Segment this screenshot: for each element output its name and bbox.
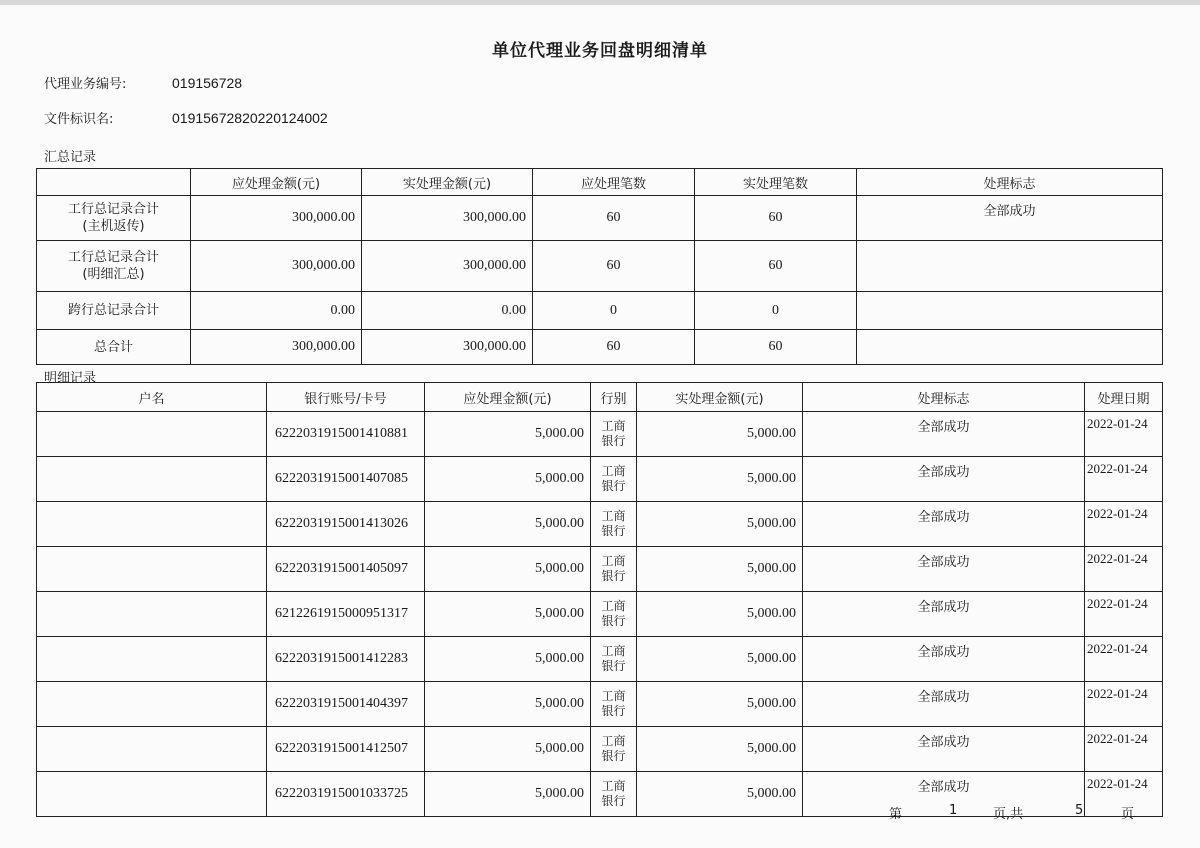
detail-row xyxy=(37,547,1163,592)
detail-bank xyxy=(591,682,637,727)
detail-date: 2022-01-24 xyxy=(1085,412,1163,457)
summary-due-amount: 300,000.00 xyxy=(191,330,362,365)
summary-row-label: 总合计 xyxy=(37,330,191,365)
summary-actual-count: 60 xyxy=(695,196,857,241)
detail-row xyxy=(37,637,1163,682)
summary-header-actual-count: 实处理笔数 xyxy=(695,169,857,196)
scan-edge xyxy=(0,0,1200,5)
summary-header-due-count: 应处理笔数 xyxy=(533,169,695,196)
detail-actual-amount: 5,000.00 xyxy=(637,412,803,457)
detail-header-name: 户名 xyxy=(37,383,267,412)
detail-bank-line2: 银行 xyxy=(601,614,626,628)
file-id-label: 文件标识名: xyxy=(44,112,114,127)
detail-bank xyxy=(591,502,637,547)
page-title: 单位代理业务回盘明细清单 xyxy=(492,41,708,61)
detail-actual-amount: 5,000.00 xyxy=(637,727,803,772)
detail-flag: 全部成功 xyxy=(803,547,1085,592)
detail-name xyxy=(37,457,267,502)
pager-total: 5 xyxy=(1075,803,1084,818)
summary-row xyxy=(37,292,1163,330)
pager-suffix: 页 xyxy=(1121,807,1135,822)
detail-bank-line1: 工商 xyxy=(601,644,626,658)
detail-row xyxy=(37,457,1163,502)
detail-flag: 全部成功 xyxy=(803,412,1085,457)
detail-actual-amount: 5,000.00 xyxy=(637,772,803,817)
detail-actual-amount: 5,000.00 xyxy=(637,637,803,682)
detail-row xyxy=(37,502,1163,547)
detail-bank xyxy=(591,412,637,457)
detail-date: 2022-01-24 xyxy=(1085,727,1163,772)
detail-bank-line1: 工商 xyxy=(601,734,626,748)
summary-row xyxy=(37,330,1163,365)
summary-header-due-amount: 应处理金额(元) xyxy=(191,169,362,196)
summary-due-count: 0 xyxy=(533,292,695,330)
pager-current: 1 xyxy=(949,803,958,818)
detail-row xyxy=(37,682,1163,727)
summary-due-count: 60 xyxy=(533,196,695,241)
detail-bank xyxy=(591,727,637,772)
detail-body xyxy=(37,412,1163,817)
detail-actual-amount: 5,000.00 xyxy=(637,457,803,502)
summary-actual-count: 60 xyxy=(695,330,857,365)
summary-section-label: 汇总记录 xyxy=(44,150,97,165)
summary-row-label xyxy=(37,196,191,241)
detail-due-amount: 5,000.00 xyxy=(425,637,591,682)
detail-bank-line2: 银行 xyxy=(601,794,626,808)
detail-bank-line1: 工商 xyxy=(601,599,626,613)
detail-account: 6222031915001410881 xyxy=(267,412,425,457)
summary-row-label: 跨行总记录合计 xyxy=(37,292,191,330)
file-id-value: 01915672820220124002 xyxy=(172,110,328,126)
detail-bank xyxy=(591,547,637,592)
detail-flag: 全部成功 xyxy=(803,772,1085,817)
detail-bank xyxy=(591,772,637,817)
detail-name xyxy=(37,637,267,682)
detail-bank-line2: 银行 xyxy=(601,659,626,673)
detail-due-amount: 5,000.00 xyxy=(425,412,591,457)
detail-name xyxy=(37,727,267,772)
detail-header-row xyxy=(37,383,1163,412)
detail-date: 2022-01-24 xyxy=(1085,592,1163,637)
summary-due-amount: 0.00 xyxy=(191,292,362,330)
detail-bank-line2: 银行 xyxy=(601,524,626,538)
detail-name xyxy=(37,502,267,547)
summary-due-count: 60 xyxy=(533,241,695,292)
detail-bank-line2: 银行 xyxy=(601,479,626,493)
detail-flag: 全部成功 xyxy=(803,682,1085,727)
detail-account: 6222031915001412283 xyxy=(267,637,425,682)
summary-due-count: 60 xyxy=(533,330,695,365)
agent-number-row xyxy=(44,73,242,92)
summary-flag xyxy=(857,292,1163,330)
summary-header-flag: 处理标志 xyxy=(857,169,1163,196)
detail-flag: 全部成功 xyxy=(803,637,1085,682)
detail-actual-amount: 5,000.00 xyxy=(637,502,803,547)
detail-flag: 全部成功 xyxy=(803,502,1085,547)
summary-row xyxy=(37,241,1163,292)
detail-date: 2022-01-24 xyxy=(1085,772,1163,817)
detail-bank-line1: 工商 xyxy=(601,419,626,433)
detail-account: 6222031915001404397 xyxy=(267,682,425,727)
detail-account: 6222031915001413026 xyxy=(267,502,425,547)
detail-date: 2022-01-24 xyxy=(1085,457,1163,502)
detail-bank xyxy=(591,637,637,682)
summary-due-amount: 300,000.00 xyxy=(191,241,362,292)
detail-bank-line2: 银行 xyxy=(601,704,626,718)
detail-row xyxy=(37,727,1163,772)
detail-row xyxy=(37,592,1163,637)
detail-bank xyxy=(591,592,637,637)
summary-actual-amount: 300,000.00 xyxy=(362,241,533,292)
detail-name xyxy=(37,592,267,637)
detail-section-label: 明细记录 xyxy=(44,371,97,386)
detail-name xyxy=(37,772,267,817)
summary-row-label-line2: (明细汇总) xyxy=(82,267,145,282)
detail-table xyxy=(36,382,1163,817)
summary-row xyxy=(37,196,1163,241)
summary-actual-count: 0 xyxy=(695,292,857,330)
detail-flag: 全部成功 xyxy=(803,592,1085,637)
detail-date: 2022-01-24 xyxy=(1085,682,1163,727)
detail-bank-line2: 银行 xyxy=(601,434,626,448)
detail-header-actual-amount: 实处理金额(元) xyxy=(637,383,803,412)
detail-due-amount: 5,000.00 xyxy=(425,457,591,502)
summary-flag: 全部成功 xyxy=(857,196,1163,241)
detail-due-amount: 5,000.00 xyxy=(425,502,591,547)
detail-header-date: 处理日期 xyxy=(1085,383,1163,412)
detail-bank-line2: 银行 xyxy=(601,569,626,583)
detail-bank xyxy=(591,457,637,502)
detail-name xyxy=(37,682,267,727)
detail-actual-amount: 5,000.00 xyxy=(637,592,803,637)
detail-account: 6222031915001405097 xyxy=(267,547,425,592)
summary-actual-amount: 300,000.00 xyxy=(362,330,533,365)
detail-account: 6212261915000951317 xyxy=(267,592,425,637)
detail-header-bank: 行别 xyxy=(591,383,637,412)
detail-bank-line1: 工商 xyxy=(601,779,626,793)
summary-header-blank xyxy=(37,169,191,196)
summary-due-amount: 300,000.00 xyxy=(191,196,362,241)
summary-table xyxy=(36,168,1163,365)
summary-header-row xyxy=(37,169,1163,196)
detail-date: 2022-01-24 xyxy=(1085,547,1163,592)
detail-header-flag: 处理标志 xyxy=(803,383,1085,412)
summary-row-label-line1: 工行总记录合计 xyxy=(67,250,159,265)
summary-flag xyxy=(857,241,1163,292)
detail-due-amount: 5,000.00 xyxy=(425,682,591,727)
pager-middle: 页,共 xyxy=(993,807,1024,822)
detail-name xyxy=(37,412,267,457)
detail-date: 2022-01-24 xyxy=(1085,637,1163,682)
detail-account: 6222031915001407085 xyxy=(267,457,425,502)
detail-header-due-amount: 应处理金额(元) xyxy=(425,383,591,412)
detail-header-account: 银行账号/卡号 xyxy=(267,383,425,412)
detail-actual-amount: 5,000.00 xyxy=(637,547,803,592)
detail-due-amount: 5,000.00 xyxy=(425,727,591,772)
summary-actual-amount: 0.00 xyxy=(362,292,533,330)
detail-account: 6222031915001412507 xyxy=(267,727,425,772)
pager-prefix: 第 xyxy=(889,807,903,822)
file-id-row xyxy=(44,108,328,127)
agent-number-label: 代理业务编号: xyxy=(44,77,127,92)
detail-flag: 全部成功 xyxy=(803,727,1085,772)
detail-bank-line1: 工商 xyxy=(601,554,626,568)
detail-due-amount: 5,000.00 xyxy=(425,592,591,637)
detail-bank-line1: 工商 xyxy=(601,464,626,478)
detail-due-amount: 5,000.00 xyxy=(425,547,591,592)
detail-date: 2022-01-24 xyxy=(1085,502,1163,547)
summary-row-label-line1: 工行总记录合计 xyxy=(67,202,159,217)
detail-due-amount: 5,000.00 xyxy=(425,772,591,817)
agent-number-value: 019156728 xyxy=(172,75,243,91)
summary-row-label-line2: (主机返传) xyxy=(82,219,145,234)
detail-bank-line2: 银行 xyxy=(601,749,626,763)
detail-flag: 全部成功 xyxy=(803,457,1085,502)
detail-bank-line1: 工商 xyxy=(601,689,626,703)
summary-header-actual-amount: 实处理金额(元) xyxy=(362,169,533,196)
detail-bank-line1: 工商 xyxy=(601,509,626,523)
detail-name xyxy=(37,547,267,592)
summary-actual-count: 60 xyxy=(695,241,857,292)
detail-row xyxy=(37,412,1163,457)
summary-flag xyxy=(857,330,1163,365)
detail-account: 6222031915001033725 xyxy=(267,772,425,817)
summary-row-label xyxy=(37,241,191,292)
detail-actual-amount: 5,000.00 xyxy=(637,682,803,727)
summary-actual-amount: 300,000.00 xyxy=(362,196,533,241)
